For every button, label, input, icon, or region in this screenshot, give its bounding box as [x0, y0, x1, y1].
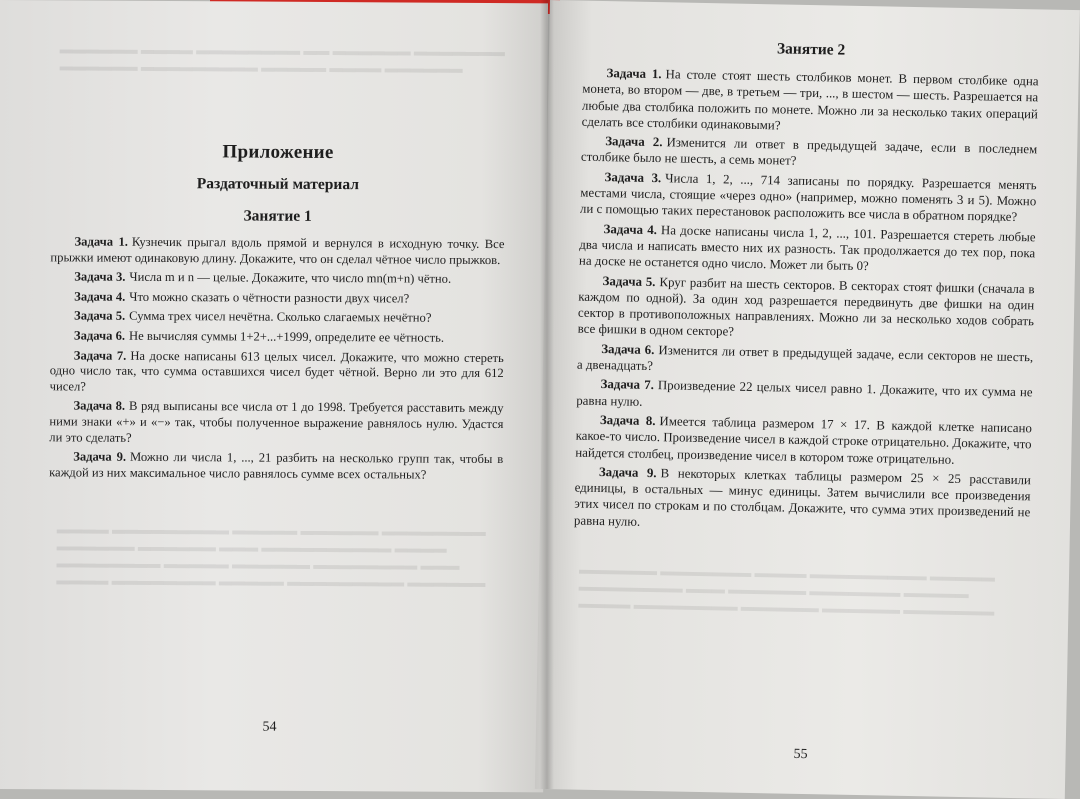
problem-item	[50, 348, 504, 398]
problem-item	[577, 340, 1034, 381]
problem-item	[582, 65, 1039, 139]
problem-text: Изменится ли ответ в предыдущей задаче, если секторов не шесть, а двенадцать?	[576, 342, 1034, 374]
problem-label: Задача 3.	[74, 269, 126, 284]
bleed-through-text: ▬▬▬▬▬▬ ▬▬▬▬ ▬▬▬▬▬▬▬▬ ▬▬ ▬▬▬▬▬▬ ▬▬▬▬▬▬▬ ▬▬▬▬▬▬ ▬▬▬▬▬▬▬▬▬ ▬▬▬▬▬ ▬▬▬▬ ▬▬▬▬▬▬	[59, 41, 505, 76]
problem-item	[50, 289, 504, 307]
problem-text: Изменится ли ответ в предыдущей задаче, если в последнем столбике было не шесть, а семь монет?	[580, 135, 1038, 169]
problem-text: Кузнечик прыгал вдоль прямой и вернулся в исходную точку. Все прыжки имеют одинаковую длину. Докажите, что он сделал чётное число прыжков.	[50, 234, 505, 267]
problem-item	[50, 270, 504, 288]
handout-title: Раздаточный материал	[196, 175, 359, 194]
problem-item	[49, 449, 503, 483]
problem-label: Задача 8.	[73, 398, 126, 414]
lesson-1-title: Занятие 1	[243, 207, 312, 225]
problem-label: Задача 9.	[73, 449, 127, 464]
problem-label: Задача 4.	[603, 221, 658, 237]
lesson-2-title: Занятие 2	[776, 40, 846, 59]
problem-text: Круг разбит на шесть секторов. В секторах стоят фишки (сначала в каждом по одной). За один ход разрешается передвинуть две фишки на один сектор в противоположных направлениях. Можно ли за несколько ходов собрать все фишки в одном секторе?	[577, 274, 1035, 340]
problem-text: Произведение 22 целых чисел равно 1. Докажите, что их сумма не равна нулю.	[576, 378, 1033, 409]
bleed-through-text: ▬▬▬▬▬▬ ▬▬▬▬▬▬▬ ▬▬▬▬ ▬▬▬▬▬▬▬▬▬ ▬▬▬▬▬ ▬▬▬▬▬▬▬▬ ▬▬▬ ▬▬▬▬▬▬ ▬▬▬▬▬▬▬ ▬▬▬▬▬ ▬▬▬▬ ▬▬▬▬▬▬▬▬ ▬▬▬▬▬▬ ▬▬▬▬▬▬ ▬▬▬▬▬▬▬	[578, 561, 996, 619]
problem-text: В ряд выписаны все числа от 1 до 1998. Требуется расставить между ними знаки «+» и «−» так, чтобы полученное выражение равнялось нулю. Удастся ли это сделать?	[49, 399, 504, 445]
problem-item	[580, 168, 1037, 226]
problem-label: Задача 6.	[601, 341, 655, 357]
problem-text: На столе стоят шесть столбиков монет. В первом столбике одна монета, во втором — две, в третьем — три, ..., в шестом — шесть. Разрешается на любые два столбика положить по монете. Можно ли за несколько таких операций сделать все столбики одинаковыми?	[581, 67, 1039, 133]
problem-label: Задача 2.	[605, 134, 663, 150]
page-number-left: 54	[262, 719, 277, 735]
problem-item	[578, 272, 1035, 346]
problem-item	[575, 412, 1032, 470]
right-page	[535, 0, 1080, 799]
problem-item	[581, 133, 1038, 174]
problem-label: Задача 4.	[74, 289, 126, 304]
problem-label: Задача 1.	[74, 234, 128, 249]
problem-text: Можно ли числа 1, ..., 21 разбить на несколько групп так, чтобы в каждой из них максимальное число равнялось сумме всех остальных?	[49, 449, 504, 482]
problem-item	[50, 309, 504, 327]
problem-text: Не вычисляя суммы 1+2+...+1999, определите ее чётность.	[129, 328, 445, 345]
book-gutter	[540, 0, 554, 789]
problem-item	[50, 328, 504, 346]
bleed-through-text: ▬▬▬▬ ▬▬▬▬▬▬▬▬▬ ▬▬▬▬▬ ▬▬▬▬▬▬ ▬▬▬▬▬▬▬▬ ▬▬▬▬▬▬ ▬▬▬▬▬▬ ▬▬▬ ▬▬▬▬▬▬▬▬▬▬ ▬▬▬▬ ▬▬▬▬▬▬▬▬ ▬▬▬▬▬ ▬▬▬▬▬▬ ▬▬▬▬▬▬▬▬ ▬▬▬ ▬▬▬▬ ▬▬▬▬▬▬▬▬ ▬▬▬▬▬ ▬▬▬▬▬▬▬▬▬ ▬▬▬▬▬▬	[56, 521, 486, 590]
problem-item	[576, 376, 1033, 417]
problem-text: На доске написаны числа 1, 2, ..., 101. Разрешается стереть любые два числа и написать вместо них их разность. Так продолжается до тех пор, пока на доске не останется одно число. Может ли быть 0?	[578, 222, 1036, 274]
problem-text: Числа 1, 2, ..., 714 записаны по порядку. Разрешается менять местами числа, стоящие «через одно» (например, можно поменять 3 и 5). Можно ли с помощью таких перестановок расположить все числа в обратном порядке?	[579, 171, 1037, 225]
problem-label: Задача 7.	[600, 377, 655, 393]
problem-label: Задача 9.	[598, 464, 657, 480]
problem-text: Сумма трех чисел нечётна. Сколько слагаемых нечётно?	[129, 309, 432, 326]
page-number-right: 55	[793, 746, 808, 763]
problem-text: Имеется таблица размером 17 × 17. В каждой клетке написано какое-то число. Произведение чисел в каждой строке отрицательно. Докажите, что найдется столбец, произведение чисел в котором тоже отрицательно.	[575, 414, 1033, 467]
problem-text: В некоторых клетках таблицы размером 25 × 25 расставили единицы, в остальных — минус единицы. Затем вычислили все произведения этих чисел по строкам и по столбцам. Докажите, что сумма этих произведений не равна нулю.	[573, 466, 1032, 529]
problem-item	[49, 399, 503, 449]
problem-label: Задача 6.	[73, 328, 126, 343]
problem-label: Задача 5.	[74, 308, 126, 324]
problem-item	[574, 463, 1031, 537]
problem-item	[579, 220, 1036, 278]
problem-item	[50, 234, 504, 268]
appendix-title: Приложение	[222, 141, 334, 164]
problem-label: Задача 7.	[73, 348, 127, 363]
problem-label: Задача 3.	[604, 169, 662, 185]
problem-text: Числа m и n — целые. Докажите, что число mn(m+n) чётно.	[129, 269, 452, 286]
problem-text: На доске написаны 613 целых чисел. Докажите, что можно стереть одно число так, что сумма оставшихся чисел будет чётной. Верно ли это для 612 чисел?	[49, 348, 504, 394]
problem-text: Что можно сказать о чётности разности двух чисел?	[129, 289, 410, 306]
problem-label: Задача 1.	[606, 66, 662, 82]
problem-label: Задача 8.	[599, 412, 656, 429]
problem-label: Задача 5.	[602, 273, 656, 289]
